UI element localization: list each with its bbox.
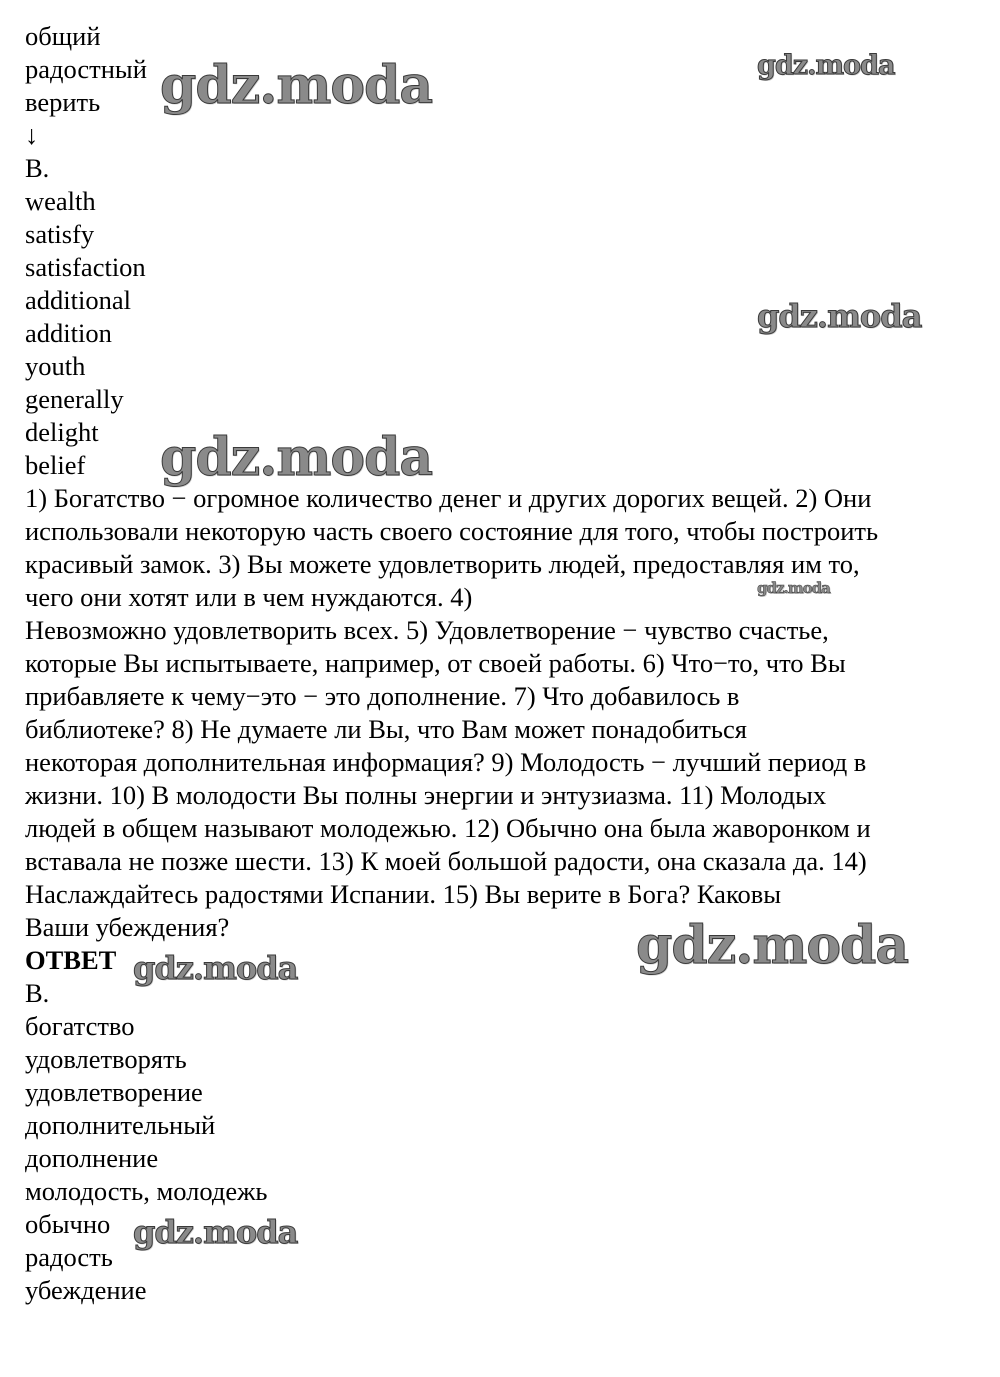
list-item: дополнительный xyxy=(25,1110,216,1140)
paragraph-line: Ваши убеждения? xyxy=(25,912,230,942)
paragraph-line: которые Вы испытываете, например, от своей работы. 6) Что−то, что Вы xyxy=(25,648,846,678)
watermark-logo: gdz.moda xyxy=(757,297,922,335)
paragraph-line: прибавляете к чему−это − это дополнение. 7) Что добавилось в xyxy=(25,681,740,711)
watermark-logo: gdz.moda xyxy=(757,50,895,81)
watermark-logo: gdz.moda xyxy=(133,949,298,987)
paragraph-line: вставала не позже шести. 13) К моей большой радости, она сказала да. 14) xyxy=(25,846,867,876)
list-item: wealth xyxy=(25,186,96,216)
list-item: убеждение xyxy=(25,1275,147,1305)
list-item: радость xyxy=(25,1242,113,1272)
paragraph-line: 1) Богатство − огромное количество денег и других дорогих вещей. 2) Они xyxy=(25,483,872,513)
list-item: дополнение xyxy=(25,1143,159,1173)
watermark-logo: gdz.moda xyxy=(160,55,433,116)
list-item: addition xyxy=(25,318,112,348)
paragraph-line: некоторая дополнительная информация? 9) Молодость − лучший период в xyxy=(25,747,867,777)
list-item: общий xyxy=(25,21,101,51)
translation-paragraph xyxy=(25,482,980,944)
paragraph-line: красивый замок. 3) Вы можете удовлетворить людей, предоставляя им то, xyxy=(25,549,860,579)
paragraph-line: библиотеке? 8) Не думаете ли Вы, что Вам может понадобиться xyxy=(25,714,747,744)
watermark-logo: gdz.moda xyxy=(757,579,830,597)
section-label: B. xyxy=(25,153,50,183)
list-item: youth xyxy=(25,351,86,381)
paragraph-line: Невозможно удовлетворить всех. 5) Удовлетворение − чувство счастье, xyxy=(25,615,829,645)
watermark-logo: gdz.moda xyxy=(133,1213,298,1251)
watermark-logo: gdz.moda xyxy=(636,915,909,976)
paragraph-line: жизни. 10) В молодости Вы полны энергии и энтузиазма. 11) Молодых xyxy=(25,780,827,810)
list-item: богатство xyxy=(25,1011,135,1041)
paragraph-line: чего они хотят или в чем нуждаются. 4) xyxy=(25,582,473,612)
section-label: B. xyxy=(25,978,50,1008)
arrow-down-icon: ↓ xyxy=(25,120,39,150)
list-item: satisfaction xyxy=(25,252,146,282)
list-item: удовлетворять xyxy=(25,1044,187,1074)
list-item: удовлетворение xyxy=(25,1077,203,1107)
list-item: delight xyxy=(25,417,99,447)
list-item: belief xyxy=(25,450,86,480)
list-item: обычно xyxy=(25,1209,111,1239)
paragraph-line: использовали некоторую часть своего состояние для того, чтобы построить xyxy=(25,516,879,546)
paragraph-line: людей в общем называют молодежью. 12) Обычно она была жаворонком и xyxy=(25,813,871,843)
word-list-answer xyxy=(25,977,985,1307)
answer-heading: ОТВЕТ xyxy=(25,945,117,975)
list-item: generally xyxy=(25,384,124,414)
list-item: satisfy xyxy=(25,219,95,249)
list-item: молодость, молодежь xyxy=(25,1176,268,1206)
watermark-logo: gdz.moda xyxy=(160,427,433,488)
paragraph-line: Наслаждайтесь радостями Испании. 15) Вы верите в Бога? Каковы xyxy=(25,879,782,909)
list-item: верить xyxy=(25,87,101,117)
document-body xyxy=(25,20,985,1307)
list-item: радостный xyxy=(25,54,147,84)
list-item: additional xyxy=(25,285,131,315)
